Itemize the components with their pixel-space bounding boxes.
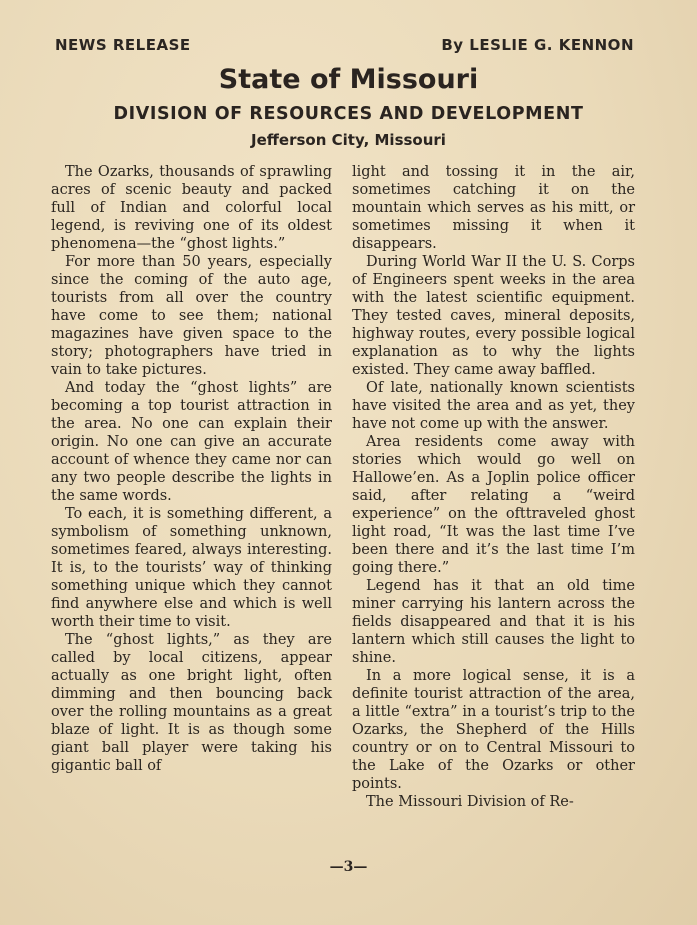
paragraph: During World War II the U. S. Corps of Engineers spent weeks in the area with the latest scientific equipment. They tested caves, mineral deposits, highway routes, every possible logical explanation as to why the lights existed. They came away baffled. xyxy=(352,254,635,378)
header-news-release: NEWS RELEASE xyxy=(55,36,191,54)
paragraph: Of late, nationally known scientists have visited the area and as yet, they have not come up with the answer. xyxy=(352,380,635,432)
paragraph: The Missouri Division of Re- xyxy=(366,794,574,810)
page-title: State of Missouri xyxy=(218,64,479,95)
paragraph: For more than 50 years, especially since the coming of the auto age, tourists from all over the country have come to see them; national magazines have given space to the story; photographers have tried in vain to take pictures. xyxy=(51,254,332,378)
dateline-place: Jefferson City, Missouri xyxy=(251,131,446,149)
paragraph: And today the “ghost lights” are becoming a top tourist attraction in the area. No one can explain their origin. No one can give an accurate account of whence they came nor can any two people describe the lights in the same words. xyxy=(51,380,332,504)
right-column xyxy=(352,163,635,811)
paragraph: In a more logical sense, it is a definite tourist attraction of the area, a little “extra” in a tourist’s trip to the Ozarks, the Shepherd of the Hills country or on to Central Missouri to the Lake of the Ozarks or other points. xyxy=(352,668,635,792)
header-byline: By LESLIE G. KENNON xyxy=(441,36,634,54)
paragraph-continuation: light and tossing it in the air, sometimes catching it on the mountain which serves as his mitt, or sometimes missing it when it disappears. xyxy=(352,164,635,252)
left-column xyxy=(51,163,332,775)
paragraph: Area residents come away with stories which would go well on Hallowe’en. As a Joplin police officer said, after relating a “weird experience” on the ofttraveled ghost light road, “It was the last time I’ve been there and it’s the last time I’m going there.” xyxy=(352,434,635,576)
paragraph: To each, it is something different, a symbolism of something unknown, sometimes feared, always interesting. It is, to the tourists’ way of thinking something unique which they cannot find anywhere else and which is well worth their time to visit. xyxy=(51,506,332,630)
paragraph: Legend has it that an old time miner carrying his lantern across the fields disappeared and that it is his lantern which still causes the light to shine. xyxy=(352,578,635,666)
page-number: —3— xyxy=(329,859,368,875)
paragraph: The Ozarks, thousands of sprawling acres of scenic beauty and packed full of Indian and colorful local legend, is reviving one of its oldest phenomena—the “ghost lights.” xyxy=(51,164,332,252)
paragraph: The “ghost lights,” as they are called by local citizens, appear actually as one bright light, often dimming and then bouncing back over the rolling mountains as a great blaze of light. It is as though some giant ball player were taking his gigantic ball of xyxy=(51,632,332,774)
page-subtitle: DIVISION OF RESOURCES AND DEVELOPMENT xyxy=(113,104,584,124)
